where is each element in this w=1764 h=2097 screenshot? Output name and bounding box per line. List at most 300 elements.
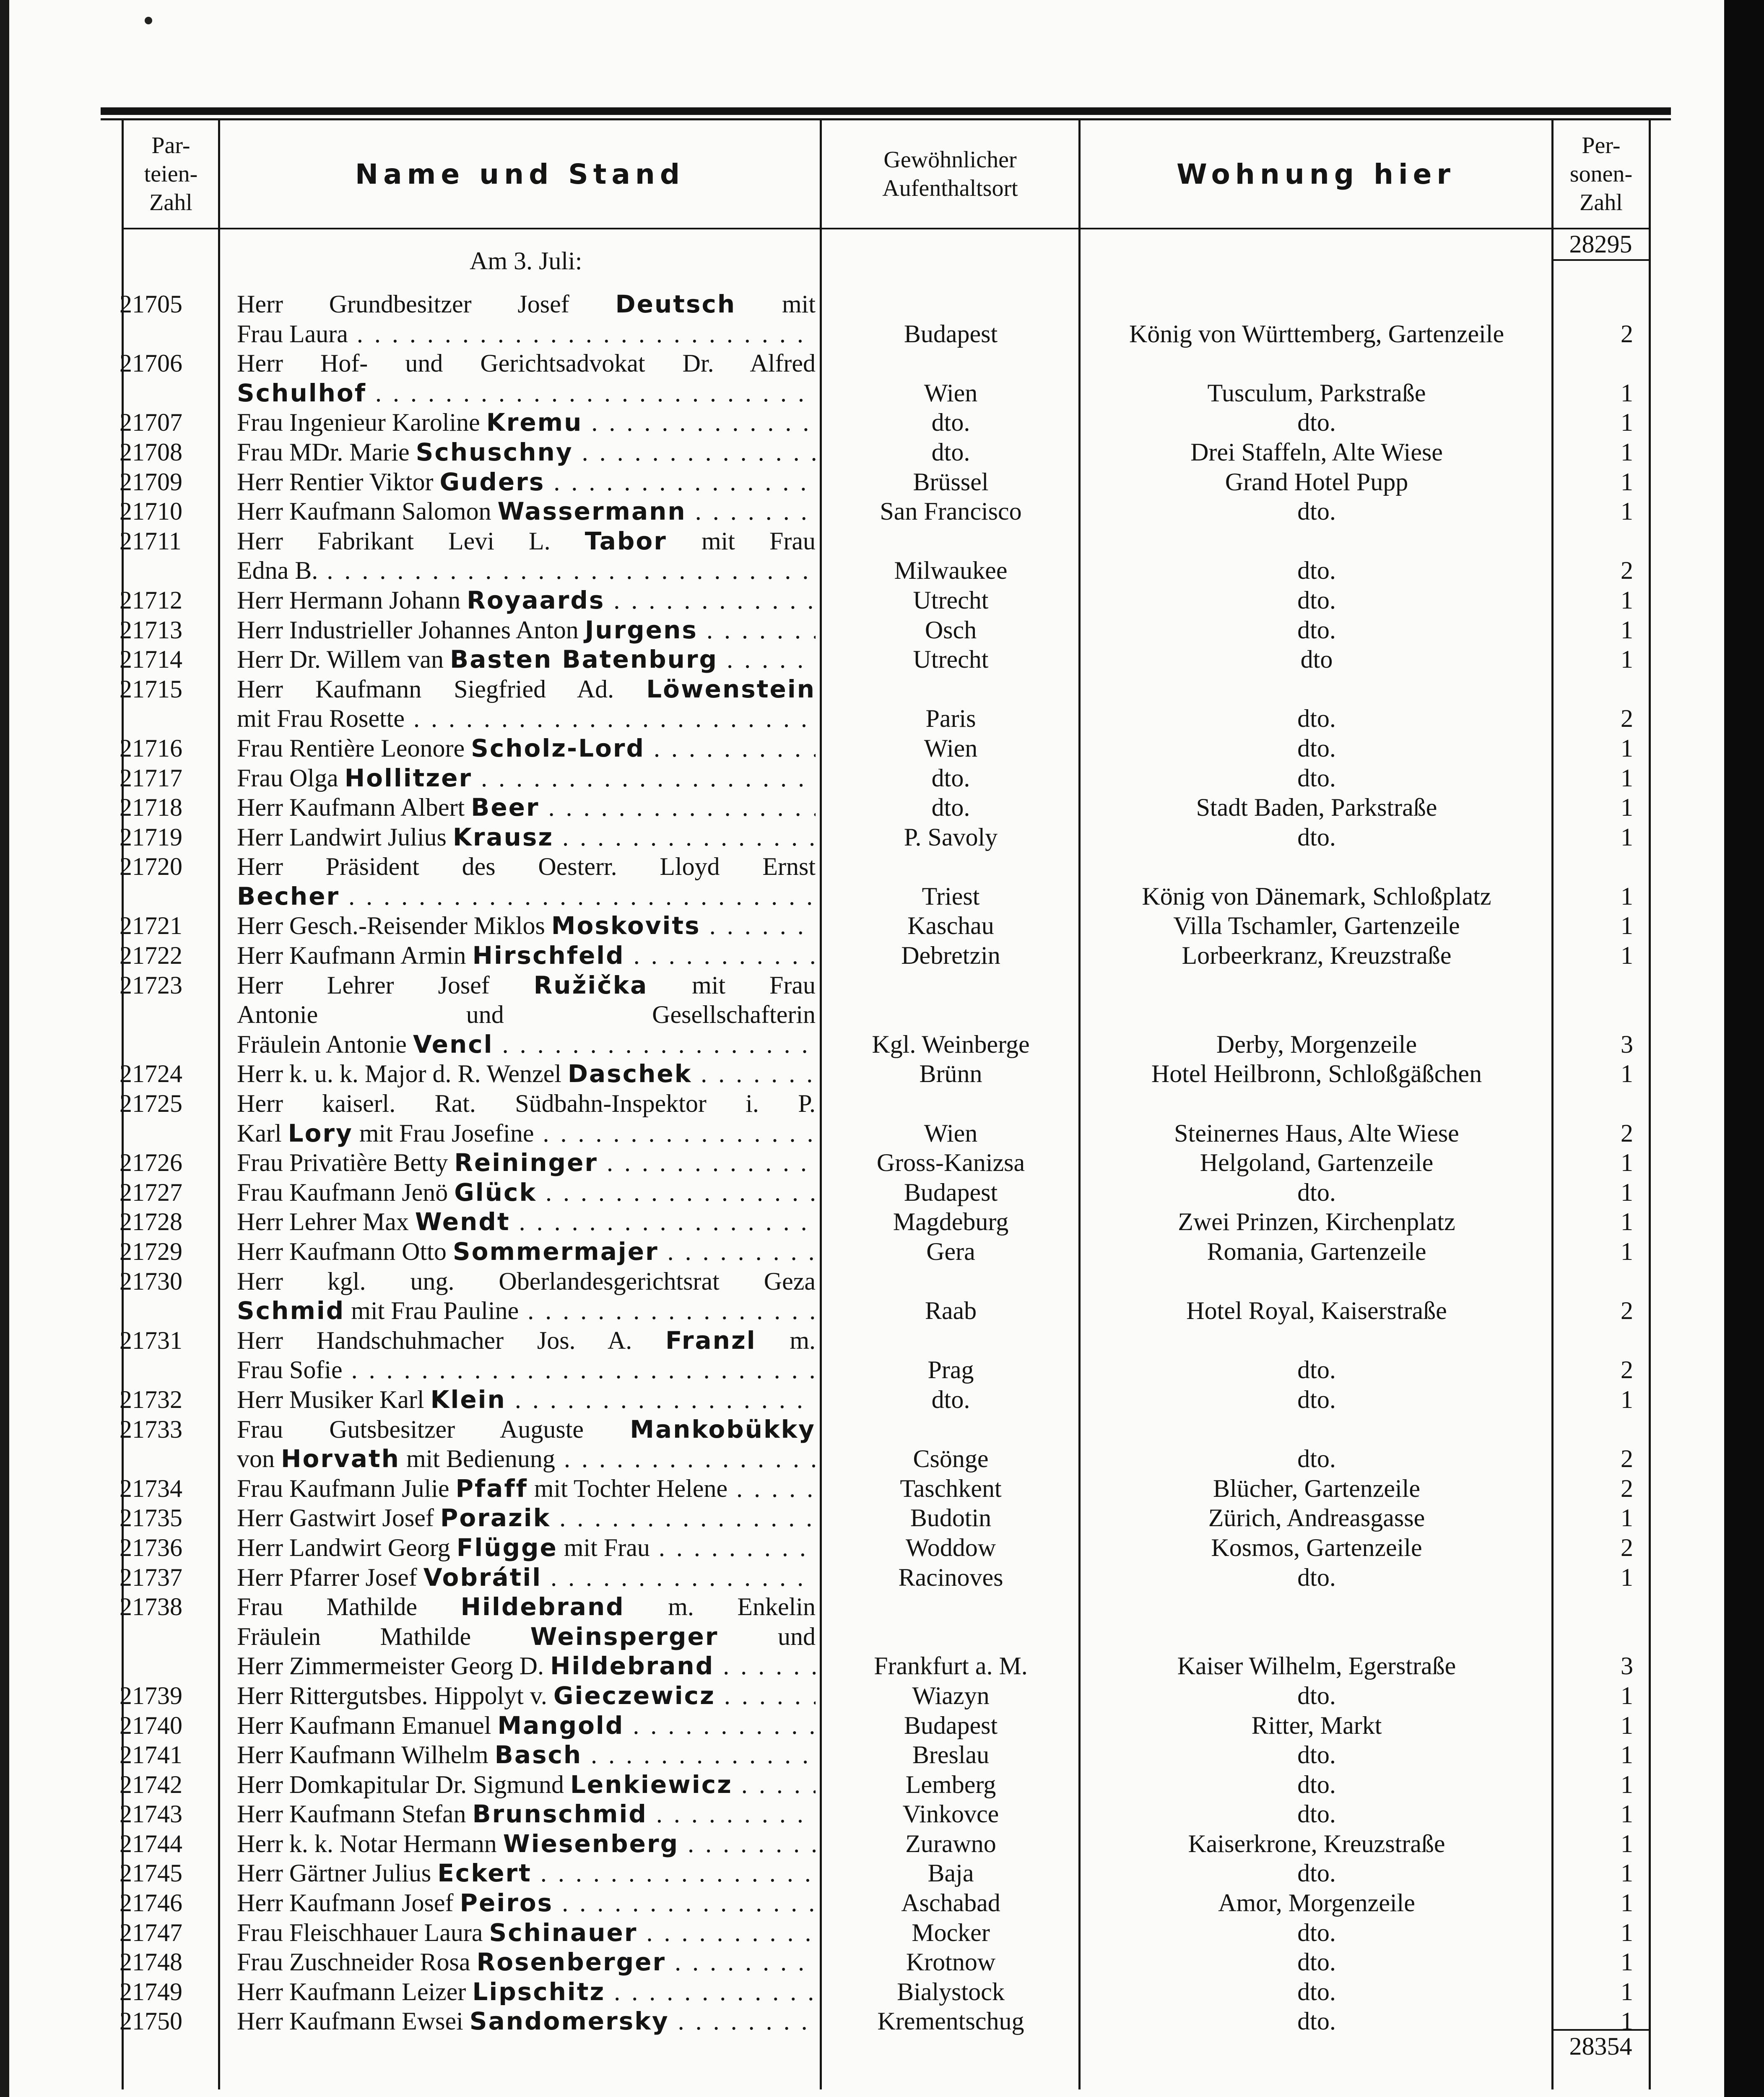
guest-name-line: Frau Gutsbesitzer Auguste Mankobükky (237, 1415, 816, 1444)
table-row (0, 1178, 1764, 1207)
guest-name-line: Karl Lory mit Frau Josefine . . . (237, 1119, 816, 1148)
party-number: 21732 (120, 1385, 182, 1413)
row-line (0, 497, 1764, 526)
local-lodging: Hotel Heilbronn, Schloßgäßchen (1151, 1060, 1482, 1088)
table-row (0, 1415, 1764, 1474)
row-line (0, 1799, 1764, 1829)
party-number: 21720 (120, 853, 182, 881)
local-lodging: Zürich, Andreasgasse (1208, 1504, 1425, 1532)
party-number: 21741 (120, 1741, 182, 1769)
person-count: 1 (1621, 1178, 1633, 1206)
person-count: 1 (1621, 1060, 1633, 1088)
row-line (0, 1622, 1764, 1652)
row-line (0, 1592, 1764, 1622)
person-count: 2 (1621, 1445, 1633, 1473)
local-lodging: dto. (1297, 764, 1336, 792)
carry-in-total: 28295 (1569, 230, 1632, 258)
local-lodging: dto. (1297, 1681, 1336, 1709)
row-line (0, 467, 1764, 497)
guest-list (0, 289, 1764, 2036)
usual-residence: Lemberg (905, 1770, 996, 1798)
surname: Guders (439, 467, 545, 496)
row-line (0, 1178, 1764, 1207)
guest-name-line: Herr Rentier Viktor Guders . . . (237, 467, 816, 497)
guest-name-line: Edna B. . . . (237, 556, 816, 585)
row-line (0, 882, 1764, 911)
person-count: 2 (1621, 1474, 1633, 1502)
person-count: 1 (1621, 1859, 1633, 1887)
guest-name-line: Frau Fleischhauer Laura Schinauer . . . (237, 1918, 816, 1948)
table-row (0, 1237, 1764, 1267)
party-number: 21713 (120, 616, 182, 644)
table-row (0, 1267, 1764, 1326)
row-line (0, 289, 1764, 319)
usual-residence: Raab (925, 1297, 977, 1325)
row-line (0, 941, 1764, 970)
guest-name-line: Frau Privatière Betty Reininger . . . (237, 1148, 816, 1178)
local-lodging: Kosmos, Gartenzeile (1211, 1533, 1422, 1561)
row-line (0, 1711, 1764, 1741)
usual-residence: Prag (927, 1356, 974, 1384)
surname: Vobrátil (423, 1563, 542, 1592)
person-count: 1 (1621, 1741, 1633, 1769)
table-row (0, 1148, 1764, 1178)
table-row (0, 1947, 1764, 1977)
guest-name-line: Herr Hof- und Gerichtsadvokat Dr. Alfred (237, 349, 816, 377)
surname: Tabor (585, 526, 667, 555)
row-line (0, 1148, 1764, 1178)
local-lodging: dto. (1297, 1385, 1336, 1413)
surname: Schuschny (416, 437, 573, 466)
surname: Reininger (454, 1148, 598, 1177)
local-lodging: dto. (1297, 734, 1336, 762)
usual-residence: Krotnow (906, 1948, 996, 1976)
party-number: 21727 (120, 1178, 182, 1206)
local-lodging: dto. (1297, 2007, 1336, 2035)
local-lodging: König von Dänemark, Schloßplatz (1142, 882, 1491, 910)
local-lodging: dto. (1297, 1178, 1336, 1206)
person-count: 1 (1621, 1711, 1633, 1739)
guest-name-line: Herr kaiserl. Rat. Südbahn-Inspektor i. P. (237, 1090, 816, 1118)
usual-residence: dto. (931, 1385, 970, 1413)
guest-name-line: Frau Rentière Leonore Scholz-Lord . . . (237, 734, 816, 763)
usual-residence: Taschkent (900, 1474, 1002, 1502)
row-line (0, 2006, 1764, 2036)
surname: Sommermajer (452, 1237, 659, 1266)
row-line (0, 1207, 1764, 1237)
usual-residence: Wien (924, 379, 978, 407)
usual-residence: Frankfurt a. M. (874, 1652, 1028, 1680)
person-count: 1 (1621, 794, 1633, 822)
row-line (0, 674, 1764, 704)
person-count: 3 (1621, 1652, 1633, 1680)
table-row (0, 585, 1764, 615)
usual-residence: Triest (922, 882, 980, 910)
guest-name-line: Herr Landwirt Julius Krausz . . . (237, 822, 816, 852)
table-row (0, 1207, 1764, 1237)
person-count: 1 (1621, 1918, 1633, 1946)
table-row (0, 793, 1764, 822)
surname: Basten Batenburg (450, 645, 718, 674)
surname: Wendt (415, 1207, 510, 1236)
surname: Hildebrand (460, 1592, 625, 1621)
surname: Sandomersky (469, 2007, 669, 2036)
usual-residence: Debretzin (901, 942, 1000, 970)
row-line (0, 1267, 1764, 1296)
usual-residence: Budotin (910, 1504, 992, 1532)
local-lodging: dto. (1297, 1948, 1336, 1976)
guest-name-line: Herr Kaufmann Emanuel Mangold . . . (237, 1711, 816, 1741)
guest-name-line: Frau Zuschneider Rosa Rosenberger . . . (237, 1947, 816, 1977)
person-count: 2 (1621, 1297, 1633, 1325)
guest-name-line: Herr Kaufmann Wilhelm Basch . . . (237, 1740, 816, 1770)
guest-name-line: Herr Gärtner Julius Eckert . . . (237, 1858, 816, 1888)
party-number: 21708 (120, 438, 182, 466)
party-number: 21736 (120, 1533, 182, 1561)
table-row (0, 408, 1764, 437)
person-count: 1 (1621, 823, 1633, 851)
table-row (0, 941, 1764, 970)
row-line (0, 1119, 1764, 1148)
person-count: 1 (1621, 1385, 1633, 1413)
usual-residence: Bialystock (897, 1977, 1005, 2006)
local-lodging: dto. (1297, 1918, 1336, 1946)
party-number: 21746 (120, 1889, 182, 1917)
table-row (0, 1681, 1764, 1711)
person-count: 1 (1621, 408, 1633, 437)
surname: Flügge (456, 1533, 558, 1562)
party-number: 21709 (120, 468, 182, 496)
local-lodging: Ritter, Markt (1251, 1711, 1382, 1739)
person-count: 1 (1621, 1948, 1633, 1976)
person-count: 1 (1621, 1770, 1633, 1798)
usual-residence: Utrecht (913, 586, 989, 614)
table-row (0, 1326, 1764, 1385)
table-row (0, 615, 1764, 645)
row-line (0, 1503, 1764, 1533)
party-number: 21715 (120, 675, 182, 703)
usual-residence: dto. (931, 794, 970, 822)
person-count: 2 (1621, 1533, 1633, 1561)
person-count: 2 (1621, 320, 1633, 348)
local-lodging: dto. (1297, 1859, 1336, 1887)
local-lodging: dto. (1297, 1977, 1336, 2006)
surname: Peiros (460, 1889, 553, 1917)
surname: Ružička (533, 970, 648, 999)
usual-residence: Vinkovce (902, 1800, 999, 1828)
usual-residence: San Francisco (880, 497, 1022, 526)
usual-residence: Csönge (913, 1445, 989, 1473)
local-lodging: dto. (1297, 823, 1336, 851)
guest-name-line: Herr Kaufmann Siegfried Ad. Löwenstein (237, 674, 816, 703)
local-lodging: Grand Hotel Pupp (1225, 468, 1408, 496)
row-line (0, 1740, 1764, 1770)
surname: Gieczewicz (553, 1681, 715, 1710)
person-count: 3 (1621, 1030, 1633, 1058)
person-count: 1 (1621, 497, 1633, 526)
guest-name-line: Herr kgl. ung. Oberlandesgerichtsrat Geza (237, 1267, 816, 1295)
table-row (0, 645, 1764, 674)
guest-name-line: Herr Kaufmann Salomon Wassermann . . . (237, 497, 816, 526)
local-lodging: dto. (1297, 1770, 1336, 1798)
party-number: 21726 (120, 1149, 182, 1177)
table-row (0, 1385, 1764, 1415)
guest-name-line: Herr Musiker Karl Klein . . . (237, 1385, 816, 1415)
table-row (0, 911, 1764, 941)
surname: Daschek (567, 1059, 692, 1088)
local-lodging: Romania, Gartenzeile (1207, 1238, 1426, 1265)
row-line (0, 1237, 1764, 1267)
party-number: 21739 (120, 1681, 182, 1709)
person-count: 2 (1621, 705, 1633, 733)
guest-name-line: Herr Grundbesitzer Josef Deutsch mit (237, 290, 816, 318)
usual-residence: dto. (931, 408, 970, 437)
party-number: 21706 (120, 349, 182, 377)
scan-speck (145, 17, 152, 24)
guest-name-line: Herr Fabrikant Levi L. Tabor mit Frau (237, 526, 816, 555)
row-line (0, 1385, 1764, 1415)
usual-residence: Osch (925, 616, 977, 644)
table-row (0, 1918, 1764, 1948)
header-rule (122, 228, 1650, 229)
party-number: 21728 (120, 1208, 182, 1236)
local-lodging: dto. (1297, 1563, 1336, 1591)
table-row (0, 1474, 1764, 1504)
party-number: 21745 (120, 1859, 182, 1887)
usual-residence: Kaschau (907, 912, 994, 940)
person-count: 1 (1621, 734, 1633, 762)
party-number: 21730 (120, 1267, 182, 1295)
surname: Mankobükky (630, 1415, 816, 1444)
guest-name-line: mit Frau Rosette . . . (237, 704, 816, 734)
usual-residence: Aschabad (901, 1889, 1000, 1917)
row-line (0, 793, 1764, 822)
table-row (0, 970, 1764, 1059)
surname: Basch (494, 1741, 582, 1769)
row-line (0, 734, 1764, 763)
guest-name-line: von Horvath mit Bedienung . . . (237, 1444, 816, 1474)
person-count: 1 (1621, 1829, 1633, 1858)
table-row (0, 289, 1764, 349)
table-row (0, 1711, 1764, 1741)
usual-residence: Gera (926, 1238, 975, 1265)
usual-residence: dto. (931, 438, 970, 466)
party-number: 21714 (120, 645, 182, 674)
guest-name-line: Fräulein Antonie Vencl . . . (237, 1030, 816, 1059)
guest-name-line: Herr Kaufmann Otto Sommermajer . . . (237, 1237, 816, 1267)
local-lodging: Derby, Morgenzeile (1216, 1030, 1417, 1058)
usual-residence: Baja (927, 1859, 974, 1887)
guest-name-line: Herr Landwirt Georg Flügge mit Frau . . . (237, 1533, 816, 1563)
surname: Jurgens (585, 615, 698, 644)
surname: Schulhof (237, 378, 366, 407)
local-lodging: König von Württemberg, Gartenzeile (1129, 320, 1504, 348)
row-line (0, 645, 1764, 674)
surname: Kremu (486, 408, 583, 437)
guest-name-line: Frau Kaufmann Julie Pfaff mit Tochter Helene . . . (237, 1474, 816, 1504)
local-lodging: dto (1300, 645, 1333, 674)
guest-name-line: Herr Kaufmann Josef Peiros . . . (237, 1888, 816, 1918)
party-number: 21742 (120, 1770, 182, 1798)
person-count: 1 (1621, 1149, 1633, 1177)
surname: Horvath (281, 1444, 400, 1473)
row-line (0, 1918, 1764, 1948)
party-number: 21733 (120, 1415, 182, 1443)
guest-name-line: Herr Kaufmann Leizer Lipschitz . . . (237, 1977, 816, 2007)
surname: Krausz (452, 822, 554, 851)
row-line (0, 1089, 1764, 1119)
party-number: 21717 (120, 764, 182, 792)
guest-name-line: Herr Lehrer Josef Ružička mit Frau (237, 970, 816, 999)
surname: Royaards (467, 585, 605, 614)
header-local-lodging: Wohnung hier (1177, 158, 1455, 190)
row-line (0, 911, 1764, 941)
surname: Becher (237, 882, 340, 911)
usual-residence: Racinoves (898, 1563, 1003, 1591)
row-line (0, 1444, 1764, 1474)
guest-name-line: Frau MDr. Marie Schuschny . . . (237, 437, 816, 467)
row-line (0, 1355, 1764, 1385)
header-person-count: Per- sonen- Zahl (1569, 133, 1633, 216)
local-lodging: Amor, Morgenzeile (1218, 1889, 1415, 1917)
local-lodging: Hotel Royal, Kaiserstraße (1186, 1297, 1447, 1325)
surname: Eckert (437, 1859, 532, 1888)
guest-name-line: Herr Kaufmann Armin Hirschfeld . . . (237, 941, 816, 970)
surname: Pfaff (455, 1474, 528, 1503)
row-line (0, 349, 1764, 378)
local-lodging: dto. (1297, 1741, 1336, 1769)
surname: Lory (288, 1119, 353, 1147)
person-count: 1 (1621, 1504, 1633, 1532)
surname: Deutsch (615, 290, 736, 318)
guest-name-line: Frau Ingenieur Karoline Kremu . . . (237, 408, 816, 437)
surname: Scholz-Lord (471, 734, 645, 762)
table-row (0, 1503, 1764, 1533)
usual-residence: Breslau (912, 1741, 990, 1769)
table-row (0, 763, 1764, 793)
table-row (0, 1563, 1764, 1592)
surname: Hirschfeld (472, 941, 625, 970)
local-lodging: dto. (1297, 705, 1336, 733)
party-number: 21725 (120, 1090, 182, 1118)
party-number: 21740 (120, 1711, 182, 1739)
party-number: 21749 (120, 1977, 182, 2006)
guest-name-line: Antonie und Gesellschafterin (237, 1001, 816, 1029)
surname: Vencl (413, 1030, 494, 1059)
party-number: 21712 (120, 586, 182, 614)
local-lodging: Villa Tschamler, Gartenzeile (1173, 912, 1460, 940)
row-line (0, 585, 1764, 615)
table-row (0, 1089, 1764, 1148)
party-number: 21738 (120, 1593, 182, 1621)
surname: Schinauer (489, 1918, 638, 1947)
surname: Klein (430, 1385, 506, 1414)
surname: Schmid (237, 1296, 345, 1325)
row-line (0, 1030, 1764, 1059)
local-lodging: dto. (1297, 408, 1336, 437)
row-line (0, 1415, 1764, 1444)
row-line (0, 822, 1764, 852)
guest-name-line: Schmid mit Frau Pauline . . . (237, 1296, 816, 1326)
party-number: 21707 (120, 408, 182, 437)
usual-residence: Brüssel (913, 468, 989, 496)
guest-name-line: Herr Kaufmann Ewsei Sandomersky . . . (237, 2006, 816, 2036)
person-count: 1 (1621, 942, 1633, 970)
local-lodging: Zwei Prinzen, Kirchenplatz (1178, 1208, 1455, 1236)
party-number: 21724 (120, 1060, 182, 1088)
header-name-and-status: Name und Stand (355, 158, 685, 190)
table-row (0, 437, 1764, 467)
surname: Brunschmid (472, 1800, 647, 1829)
local-lodging: Stadt Baden, Parkstraße (1196, 794, 1437, 822)
table-row (0, 1829, 1764, 1859)
party-number: 21729 (120, 1238, 182, 1265)
guest-name-line: Herr Dr. Willem van Basten Batenburg . . . (237, 645, 816, 674)
table-row (0, 734, 1764, 763)
person-count: 1 (1621, 1563, 1633, 1591)
party-number: 21723 (120, 971, 182, 999)
guest-name-line (237, 378, 816, 408)
usual-residence: Budapest (904, 1178, 998, 1206)
row-line (0, 408, 1764, 437)
surname: Rosenberger (476, 1948, 666, 1977)
table-row (0, 822, 1764, 852)
surname: Hollitzer (344, 763, 473, 792)
person-count: 1 (1621, 438, 1633, 466)
party-number: 21734 (120, 1474, 182, 1502)
surname: Moskovits (551, 911, 701, 940)
row-line (0, 1533, 1764, 1563)
table-row (0, 1740, 1764, 1770)
table-row (0, 1858, 1764, 1888)
guest-name-line (237, 882, 816, 911)
person-count: 1 (1621, 586, 1633, 614)
local-lodging: Lorbeerkranz, Kreuzstraße (1182, 942, 1452, 970)
usual-residence: Wiazyn (912, 1681, 990, 1709)
usual-residence: Woddow (905, 1533, 996, 1561)
row-line (0, 1059, 1764, 1089)
surname: Mangold (497, 1711, 624, 1740)
table-row (0, 467, 1764, 497)
row-line (0, 615, 1764, 645)
party-number: 21722 (120, 942, 182, 970)
row-line (0, 437, 1764, 467)
surname: Wiesenberg (503, 1829, 679, 1858)
surname: Wassermann (497, 497, 686, 526)
row-line (0, 1770, 1764, 1800)
person-count: 2 (1621, 557, 1633, 585)
table-row (0, 526, 1764, 585)
person-count: 1 (1621, 2007, 1633, 2035)
guest-name-line: Herr Industrieller Johannes Anton Jurgens . . . (237, 615, 816, 645)
row-line (0, 1858, 1764, 1888)
guest-name-line: Herr Gesch.-Reisender Miklos Moskovits . . . (237, 911, 816, 941)
usual-residence: Kgl. Weinberge (872, 1030, 1030, 1058)
guest-name-line: Herr Lehrer Max Wendt . . . (237, 1207, 816, 1237)
guest-name-line: Herr Zimmermeister Georg D. Hildebrand . . . (237, 1651, 816, 1681)
party-number: 21747 (120, 1918, 182, 1946)
guest-name-line: Herr Domkapitular Dr. Sigmund Lenkiewicz . . . (237, 1770, 816, 1800)
person-count: 1 (1621, 468, 1633, 496)
party-number: 21710 (120, 497, 182, 526)
local-lodging: dto. (1297, 1445, 1336, 1473)
party-number: 21750 (120, 2007, 182, 2035)
local-lodging: dto. (1297, 586, 1336, 614)
usual-residence: Budapest (904, 320, 998, 348)
guest-name-line: Herr Rittergutsbes. Hippolyt v. Gieczewicz . . . (237, 1681, 816, 1711)
party-number: 21731 (120, 1326, 182, 1354)
carry-out-total: 28354 (1569, 2032, 1632, 2060)
